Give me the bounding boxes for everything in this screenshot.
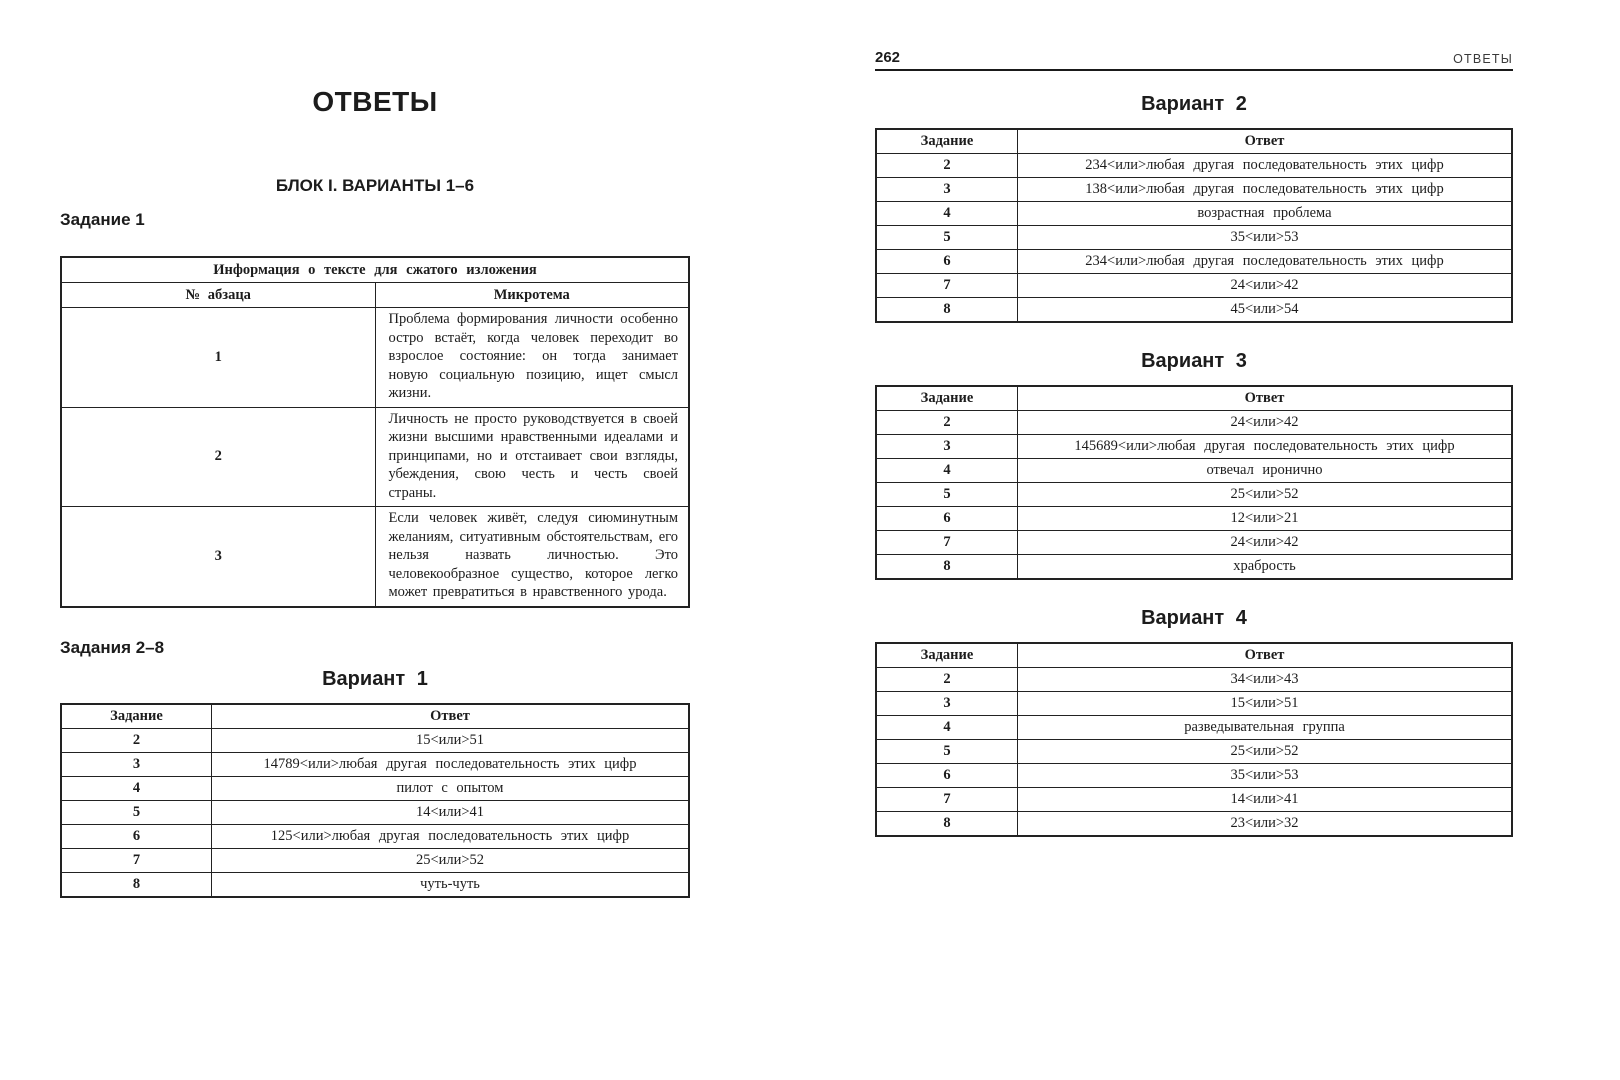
col-header-answer: Ответ — [1018, 129, 1513, 154]
variant-4-heading: Вариант 4 — [1141, 607, 1247, 629]
table-row — [61, 776, 689, 800]
col-header-task: Задание — [876, 386, 1018, 411]
answer-cell: чуть-чуть — [212, 872, 690, 897]
task-number-cell: 8 — [61, 872, 212, 897]
table-row — [876, 555, 1512, 580]
table-row — [876, 788, 1512, 812]
microtheme-cell: Если человек живёт, следуя сиюминутным желаниям, ситуативным обстоятельствам, его нельзя назвать личностью. Это человекообразное существо, которое легко может превратиться в нравственного урода. — [375, 507, 689, 607]
page-right — [875, 0, 1513, 837]
task-number-cell: 5 — [876, 226, 1018, 250]
table-header-row — [876, 643, 1512, 668]
table-caption-row — [61, 257, 689, 283]
task-number-cell: 2 — [876, 668, 1018, 692]
answer-cell: 145689<или>любая другая последовательность этих цифр — [1018, 435, 1513, 459]
answer-cell: разведывательная группа — [1018, 716, 1513, 740]
task-number-cell: 3 — [61, 752, 212, 776]
answer-cell: 24<или>42 — [1018, 274, 1513, 298]
answer-cell: 234<или>любая другая последовательность этих цифр — [1018, 154, 1513, 178]
table-row — [876, 226, 1512, 250]
col-header-microtheme: Микротема — [375, 283, 689, 308]
table-row — [61, 848, 689, 872]
answer-cell: 25<или>52 — [212, 848, 690, 872]
task-number-cell: 6 — [876, 250, 1018, 274]
task-number-cell: 8 — [876, 812, 1018, 837]
table-row — [61, 752, 689, 776]
task-number-cell: 4 — [876, 716, 1018, 740]
task-1-heading: Задание 1 — [60, 210, 145, 229]
izlozhenie-table — [60, 256, 690, 608]
running-header-title: ОТВЕТЫ — [1453, 52, 1513, 66]
table-row — [876, 411, 1512, 435]
task-number-cell: 7 — [61, 848, 212, 872]
variant-4-table — [875, 642, 1513, 837]
task-number-cell: 5 — [876, 740, 1018, 764]
answer-cell: 14<или>41 — [1018, 788, 1513, 812]
task-number-cell: 4 — [876, 202, 1018, 226]
task-number-cell: 4 — [876, 459, 1018, 483]
table-row — [876, 507, 1512, 531]
answer-cell: 15<или>51 — [1018, 692, 1513, 716]
answer-cell: 24<или>42 — [1018, 531, 1513, 555]
variant-1-table — [60, 703, 690, 898]
microtheme-cell: Личность не просто руководствуется в своей жизни высшими нравственными идеалами и принципами, но и отстаивает свои взгляды, убеждения, свою честь и честь своей страны. — [375, 407, 689, 507]
answer-cell: 14<или>41 — [212, 800, 690, 824]
table-header-row — [61, 283, 689, 308]
answer-cell: 14789<или>любая другая последовательность этих цифр — [212, 752, 690, 776]
page-left — [60, 0, 690, 898]
answer-cell: 12<или>21 — [1018, 507, 1513, 531]
answer-cell: 35<или>53 — [1018, 764, 1513, 788]
table-row — [61, 728, 689, 752]
table-row — [876, 250, 1512, 274]
answer-cell: 15<или>51 — [212, 728, 690, 752]
table-row — [876, 435, 1512, 459]
col-header-paragraph-number: № абзаца — [61, 283, 375, 308]
table-row — [876, 483, 1512, 507]
answer-cell: 23<или>32 — [1018, 812, 1513, 837]
task-number-cell: 2 — [876, 411, 1018, 435]
task-number-cell: 8 — [876, 298, 1018, 323]
task-number-cell: 3 — [876, 178, 1018, 202]
col-header-task: Задание — [61, 704, 212, 729]
answer-cell: пилот с опытом — [212, 776, 690, 800]
task-number-cell: 3 — [876, 435, 1018, 459]
task-number-cell: 6 — [61, 824, 212, 848]
variant-3-heading: Вариант 3 — [1141, 350, 1247, 372]
page-number: 262 — [875, 49, 901, 66]
task-number-cell: 2 — [876, 154, 1018, 178]
table-row — [876, 716, 1512, 740]
variant-3-table — [875, 385, 1513, 580]
task-number-cell: 4 — [61, 776, 212, 800]
task-number-cell: 7 — [876, 274, 1018, 298]
microtheme-cell: Проблема формирования личности особенно остро встаёт, когда человек переходит во взрослое состояние: он тогда занимает новую социальную позицию, ищет смысл жизни. — [375, 308, 689, 408]
table-row — [876, 202, 1512, 226]
task-number-cell: 2 — [61, 728, 212, 752]
task-number-cell: 3 — [876, 692, 1018, 716]
table-row — [876, 459, 1512, 483]
table-row — [876, 531, 1512, 555]
task-number-cell: 8 — [876, 555, 1018, 580]
table-row — [876, 274, 1512, 298]
table-row — [61, 800, 689, 824]
paragraph-number-cell: 2 — [61, 407, 375, 507]
table-row — [876, 812, 1512, 837]
paragraph-number-cell: 3 — [61, 507, 375, 607]
tasks-2-8-heading: Задания 2–8 — [60, 637, 165, 657]
task-number-cell: 5 — [61, 800, 212, 824]
table-row — [61, 872, 689, 897]
answer-cell: 24<или>42 — [1018, 411, 1513, 435]
answer-cell: 34<или>43 — [1018, 668, 1513, 692]
task-number-cell: 6 — [876, 764, 1018, 788]
answer-cell: храбрость — [1018, 555, 1513, 580]
table-row — [876, 178, 1512, 202]
table-row — [876, 154, 1512, 178]
table-row — [876, 298, 1512, 323]
table-row — [876, 692, 1512, 716]
col-header-task: Задание — [876, 643, 1018, 668]
izlozhenie-table-caption: Информация о тексте для сжатого изложения — [61, 257, 689, 283]
variant-1-heading: Вариант 1 — [322, 667, 428, 690]
answer-cell: 25<или>52 — [1018, 483, 1513, 507]
running-header — [875, 50, 1513, 71]
table-row — [876, 764, 1512, 788]
task-number-cell: 7 — [876, 788, 1018, 812]
table-row — [61, 824, 689, 848]
answer-cell: 138<или>любая другая последовательность этих цифр — [1018, 178, 1513, 202]
col-header-answer: Ответ — [1018, 386, 1513, 411]
table-row — [61, 507, 689, 607]
task-number-cell: 5 — [876, 483, 1018, 507]
answer-cell: возрастная проблема — [1018, 202, 1513, 226]
table-row — [876, 740, 1512, 764]
variant-2-table — [875, 128, 1513, 323]
table-row — [61, 407, 689, 507]
answer-cell: отвечал иронично — [1018, 459, 1513, 483]
answer-cell: 234<или>любая другая последовательность этих цифр — [1018, 250, 1513, 274]
task-number-cell: 6 — [876, 507, 1018, 531]
table-row — [61, 308, 689, 408]
block-heading: БЛОК I. ВАРИАНТЫ 1–6 — [275, 176, 475, 195]
col-header-answer: Ответ — [212, 704, 690, 729]
task-number-cell: 7 — [876, 531, 1018, 555]
table-header-row — [876, 129, 1512, 154]
paragraph-number-cell: 1 — [61, 308, 375, 408]
table-row — [876, 668, 1512, 692]
col-header-task: Задание — [876, 129, 1018, 154]
variant-2-heading: Вариант 2 — [1141, 93, 1247, 115]
table-header-row — [61, 704, 689, 729]
col-header-answer: Ответ — [1018, 643, 1513, 668]
answer-cell: 25<или>52 — [1018, 740, 1513, 764]
answers-title: ОТВЕТЫ — [312, 86, 438, 117]
answer-cell: 125<или>любая другая последовательность этих цифр — [212, 824, 690, 848]
table-header-row — [876, 386, 1512, 411]
answer-cell: 35<или>53 — [1018, 226, 1513, 250]
answer-cell: 45<или>54 — [1018, 298, 1513, 323]
